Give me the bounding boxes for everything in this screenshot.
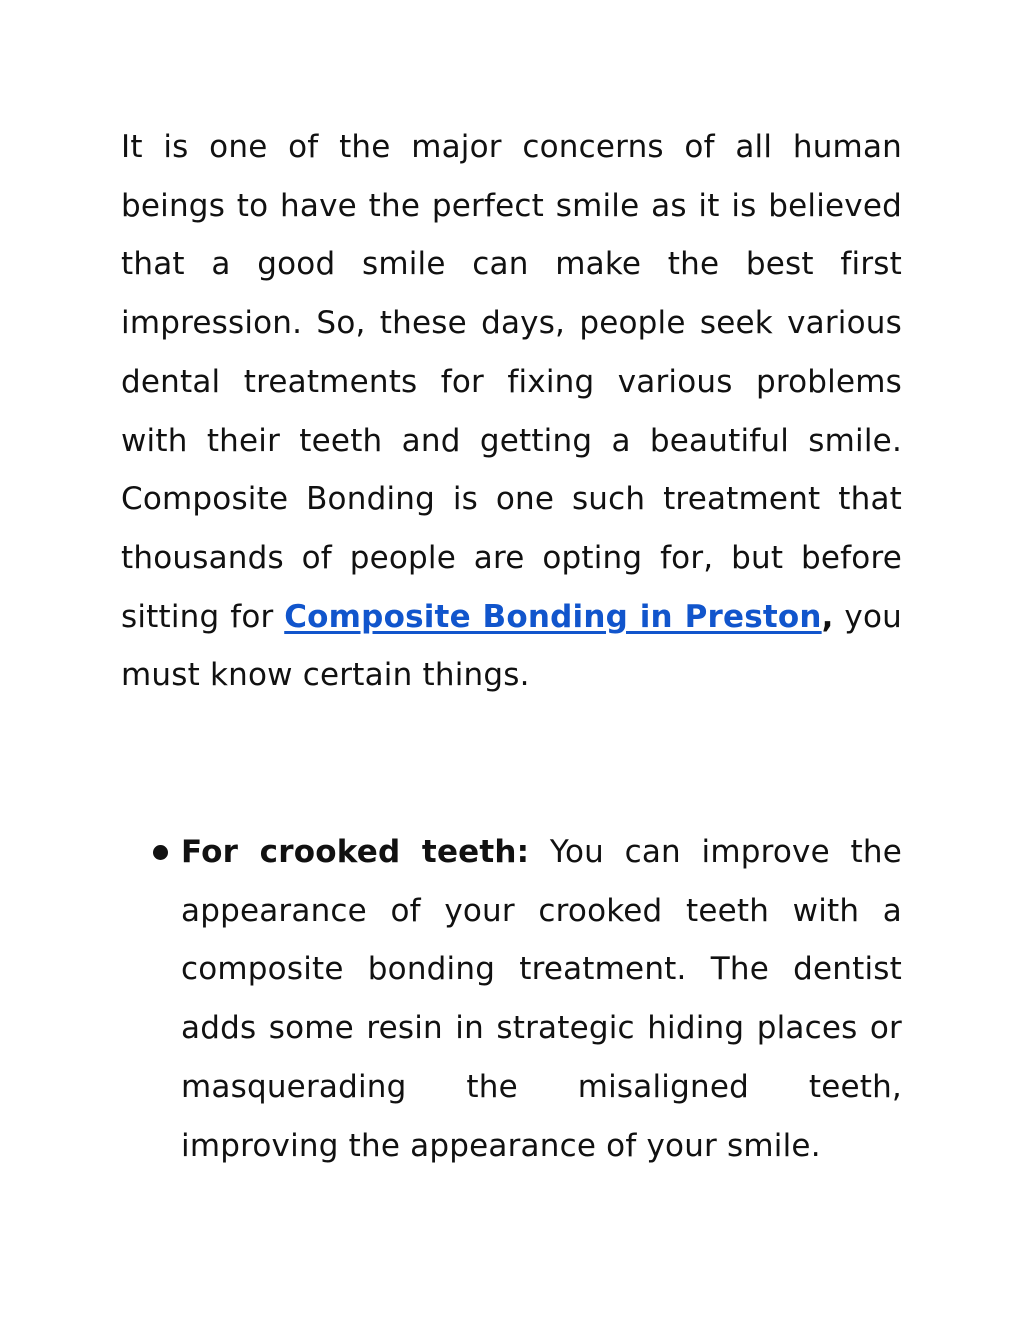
intro-text-after-link: you must know certain things.	[121, 598, 902, 694]
bullet-list	[181, 823, 902, 1175]
intro-comma: ,	[821, 598, 834, 635]
list-item-text: You can improve the appearance of your crooked teeth with a composite bonding treatment. The dentist adds some resin in strategic hiding places or masquerading the misaligned teeth, improving the appearance of your smile.	[181, 834, 902, 1164]
intro-paragraph	[121, 118, 902, 705]
list-item	[181, 823, 902, 1175]
composite-bonding-preston-link[interactable]: Composite Bonding in Preston	[284, 598, 822, 635]
list-item-title: For crooked teeth:	[181, 834, 530, 870]
bullet-icon	[153, 845, 168, 860]
intro-text-before-link: It is one of the major concerns of all human beings to have the perfect smile as it is believed that a good smile can make the best first impression. So, these days, people seek various dental treatments for fixing various problems with their teeth and getting a beautiful smile. Composite Bonding is one such treatment that thousands of people are opting for, but before sitting for	[121, 129, 902, 635]
